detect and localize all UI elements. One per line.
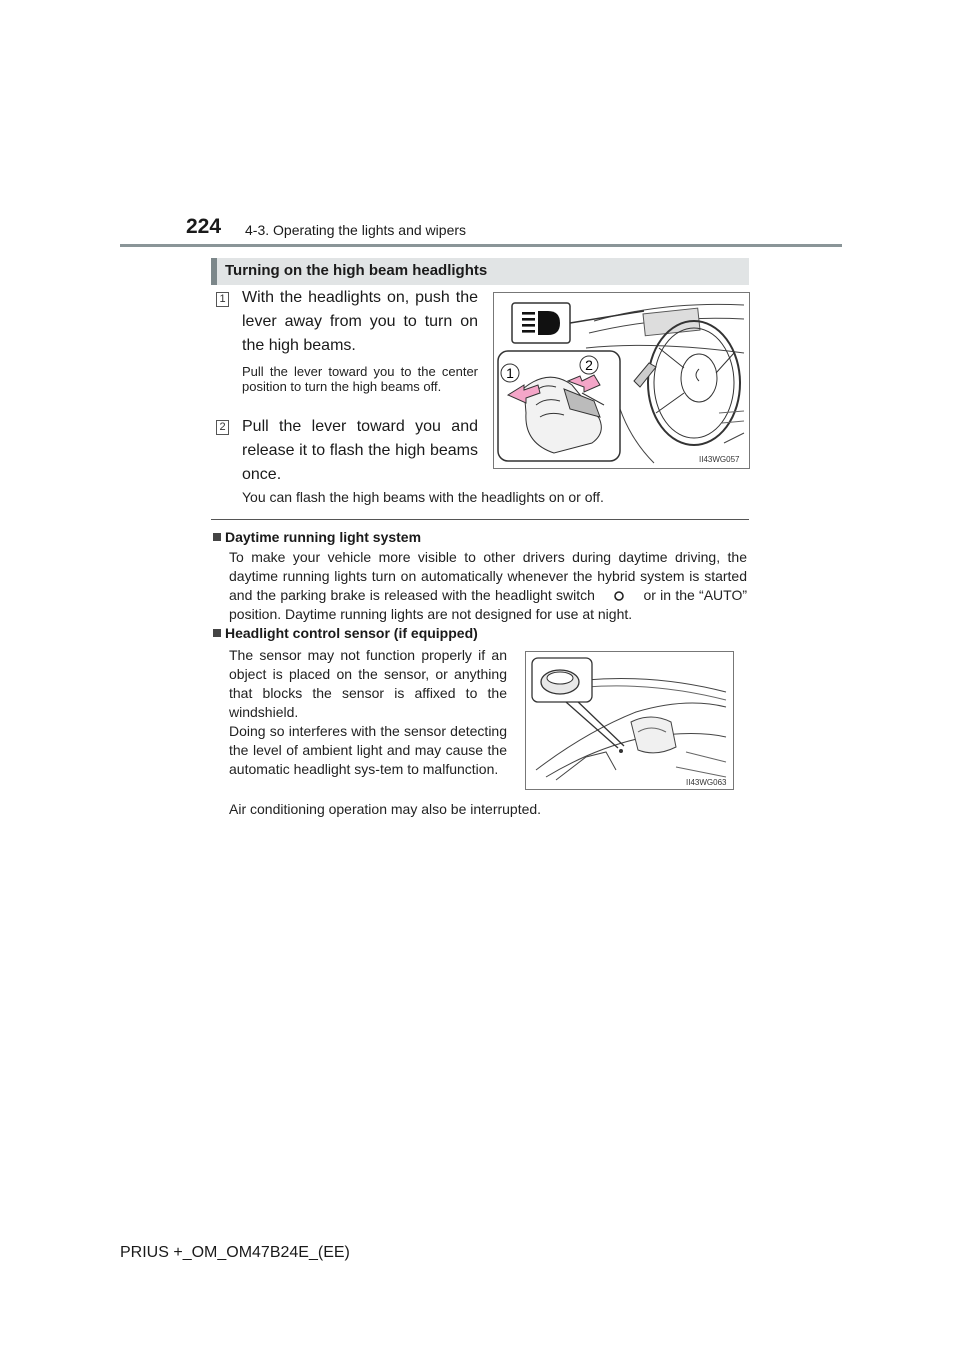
step-1-text: With the headlights on, push the lever away from you to turn on the high beams. [242,289,478,354]
callout-1: 1 [506,365,514,381]
sensor-figure-code: II43WG063 [686,778,727,787]
headlight-off-switch-icon [599,589,639,603]
bullet-square-icon [213,533,221,541]
drl-text [229,548,747,624]
sensor-heading-text: Headlight control sensor (if equipped) [225,625,478,641]
sensor-text-p1: The sensor may not function properly if an object is placed on the sensor, or anything that blocks the sensor is affixed to the windshield. [229,647,507,720]
drl-text-part1: To make your vehicle more visible to other drivers during daytime driving, the daytime running lights turn on automatically whenever the hybrid system is started and the parking brake is released with the headlight switch [229,549,747,603]
high-beam-heading-text: Turning on the high beam headlights [225,262,488,279]
sensor-illustration [526,652,733,789]
figure-code: II43WG057 [699,455,740,464]
drl-heading-text: Daytime running light system [225,529,422,545]
step-2-text: Pull the lever toward you and release it to flash the high beams once. [242,418,478,483]
section-title: 4-3. Operating the lights and wipers [245,222,467,238]
drl-heading [213,529,421,545]
step-1-note: Pull the lever toward you to the center position to turn the high beams off. [242,364,478,394]
heading-accent [211,258,217,285]
sensor-figure [525,651,734,790]
lever-illustration [494,293,749,468]
drl-text-part2: or in the “AUTO” position. Daytime running lights are not designed for use at night. [229,587,748,622]
section-divider [211,519,749,520]
page-number: 224 [186,215,222,238]
step-2-note: You can flash the high beams with the headlights on or off. [242,489,604,505]
high-beam-heading [211,258,749,285]
footer-doc-id: PRIUS +_OM_OM47B24E_(EE) [120,1244,350,1261]
bullet-square-icon [213,629,221,637]
callout-2: 2 [585,357,593,373]
sensor-heading [213,625,478,641]
step-1-number: 1 [216,292,229,307]
header-rule [120,244,842,247]
step-2-number: 2 [216,420,229,435]
sensor-text [229,646,507,779]
sensor-note: Air conditioning operation may also be interrupted. [229,801,542,817]
sensor-text-p2: Doing so interferes with the sensor detecting the level of ambient light and may cause the automatic headlight sys-tem to malfunction. [229,723,507,777]
lever-figure [493,292,750,469]
